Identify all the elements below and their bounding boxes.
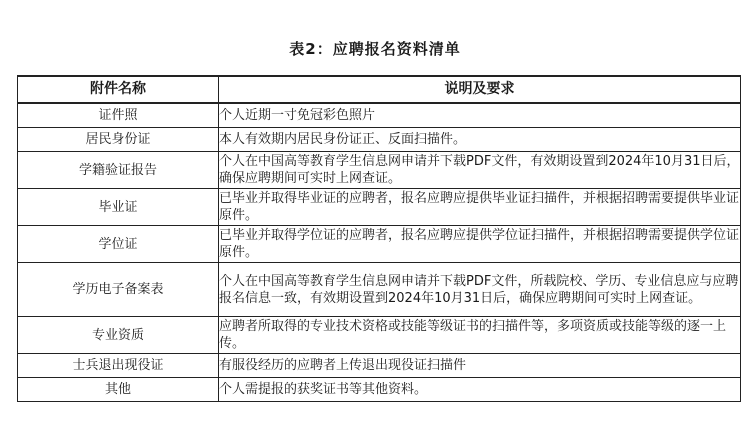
description-cell: 已毕业并取得毕业证的应聘者，报名应聘应提供毕业证扫描件，并根据招聘需要提供毕业证原件。 — [219, 189, 741, 226]
attachment-name-cell: 毕业证 — [18, 189, 219, 226]
description-cell: 本人有效期内居民身份证正、反面扫描件。 — [219, 128, 741, 152]
attachment-name-cell: 专业资质 — [18, 317, 219, 354]
description-cell: 个人在中国高等教育学生信息网申请并下载PDF文件，有效期设置到2024年10月31日后，确保应聘期间可实时上网查证。 — [219, 152, 741, 189]
attachment-name-cell: 学籍验证报告 — [18, 152, 219, 189]
description-cell: 已毕业并取得学位证的应聘者，报名应聘应提供学位证扫描件，并根据招聘需要提供学位证原件。 — [219, 226, 741, 263]
description-cell: 应聘者所取得的专业技术资格或技能等级证书的扫描件等，多项资质或技能等级的逐一上传。 — [219, 317, 741, 354]
attachment-name-cell: 居民身份证 — [18, 128, 219, 152]
table-row — [18, 263, 741, 317]
attachment-name-cell: 其他 — [18, 378, 219, 402]
requirements-table — [17, 75, 741, 402]
attachment-name-cell: 学历电子备案表 — [18, 263, 219, 317]
description-cell: 个人需提报的获奖证书等其他资料。 — [219, 378, 741, 402]
table-row — [18, 317, 741, 354]
table-caption: 表2：应聘报名资料清单 — [289, 40, 461, 58]
column-header-attachment-name: 附件名称 — [18, 76, 219, 103]
attachment-name-cell: 证件照 — [18, 103, 219, 128]
table-row — [18, 189, 741, 226]
attachment-name-cell: 学位证 — [18, 226, 219, 263]
table-row — [18, 128, 741, 152]
description-cell: 有服役经历的应聘者上传退出现役证扫描件 — [219, 354, 741, 378]
description-cell: 个人近期一寸免冠彩色照片 — [219, 103, 741, 128]
table-row — [18, 354, 741, 378]
column-header-description: 说明及要求 — [219, 76, 741, 103]
table-row — [18, 103, 741, 128]
table-header-row — [18, 76, 741, 103]
table-row — [18, 226, 741, 263]
table-row — [18, 378, 741, 402]
description-cell: 个人在中国高等教育学生信息网申请并下载PDF文件，所载院校、学历、专业信息应与应聘报名信息一致，有效期设置到2024年10月31日后，确保应聘期间可实时上网查证。 — [219, 263, 741, 317]
table-row — [18, 152, 741, 189]
attachment-name-cell: 士兵退出现役证 — [18, 354, 219, 378]
